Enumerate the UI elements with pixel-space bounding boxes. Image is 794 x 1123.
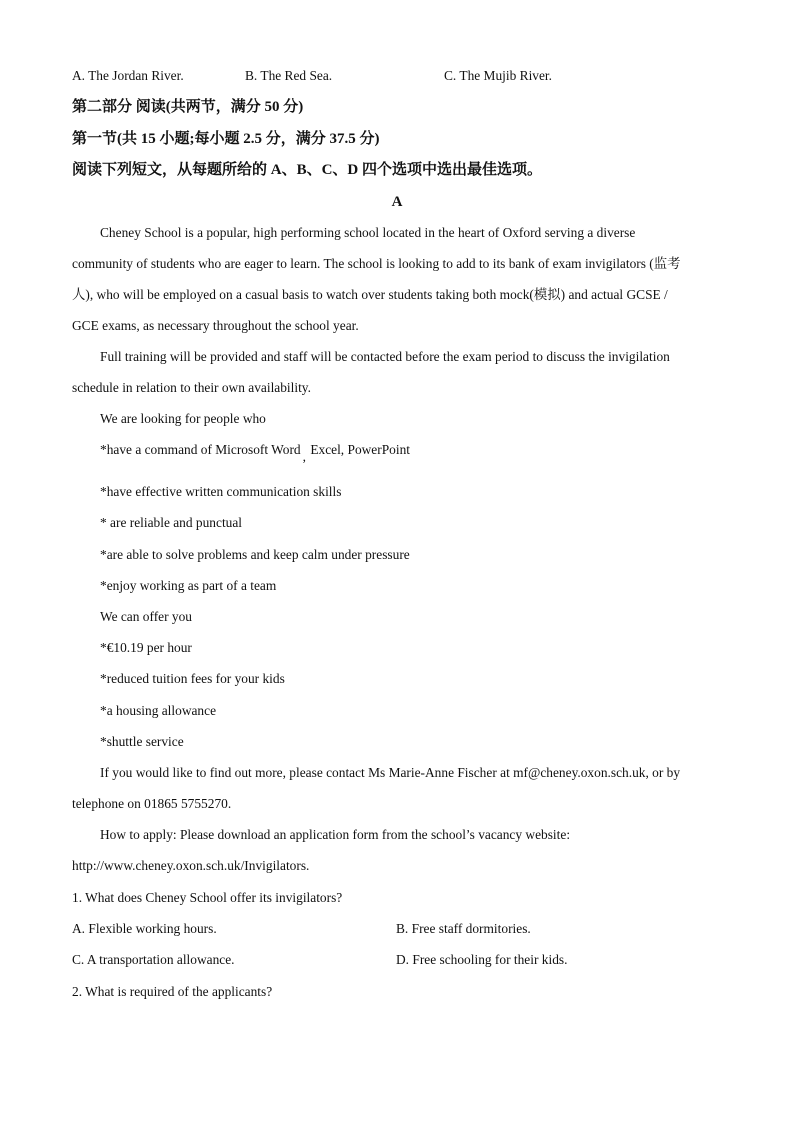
- instruction-heading: 阅读下列短文，从每题所给的 A、B、C、D 四个选项中选出最佳选项。: [72, 162, 543, 178]
- paragraph-line: telephone on 01865 5755270.: [72, 796, 232, 811]
- offer-item: *€10.19 per hour: [100, 640, 192, 655]
- question-1-stem: 1. What does Cheney School offer its invigilators?: [72, 890, 343, 905]
- prev-option-c: C. The Mujib River.: [444, 68, 552, 83]
- offer-item: *a housing allowance: [100, 703, 217, 718]
- part-heading: 第二部分 阅读(共两节，满分 50 分): [72, 99, 304, 115]
- offer-item: *reduced tuition fees for your kids: [100, 671, 285, 686]
- paragraph-line: Cheney School is a popular, high performing school located in the heart of Oxford serving a diverse: [100, 225, 636, 240]
- paragraph-line: Full training will be provided and staff will be contacted before the exam period to discuss the invigilation: [100, 349, 670, 364]
- requirement-item: *have a command of Microsoft Word , Excel, PowerPoint: [100, 442, 410, 464]
- paragraph-line: community of students who are eager to learn. The school is looking to add to its bank of exam invigilators (监考: [72, 256, 681, 271]
- paragraph-line: How to apply: Please download an application form from the school’s vacancy website:: [100, 827, 571, 842]
- requirement-item: *have effective written communication skills: [100, 484, 342, 499]
- requirement-item: *are able to solve problems and keep calm under pressure: [100, 547, 410, 562]
- section-heading: 第一节(共 15 小题;每小题 2.5 分，满分 37.5 分): [72, 131, 380, 147]
- requirements-intro: We are looking for people who: [100, 411, 266, 426]
- question-1-option-c: C. A transportation allowance.: [72, 952, 235, 967]
- paragraph-line: 人), who will be employed on a casual basis to watch over students taking both mock(模拟) and actual GCSE /: [72, 287, 668, 302]
- requirement-item: * are reliable and punctual: [100, 515, 243, 530]
- question-2-stem: 2. What is required of the applicants?: [72, 984, 273, 999]
- requirement-item: *enjoy working as part of a team: [100, 578, 277, 593]
- question-1-option-d: D. Free schooling for their kids.: [396, 952, 568, 967]
- offers-intro: We can offer you: [100, 609, 192, 624]
- paragraph-line: http://www.cheney.oxon.sch.uk/Invigilators.: [72, 858, 310, 873]
- paragraph-line: GCE exams, as necessary throughout the school year.: [72, 318, 359, 333]
- prev-option-b: B. The Red Sea.: [245, 68, 333, 83]
- question-1-option-b: B. Free staff dormitories.: [396, 921, 531, 936]
- passage-letter: A: [391, 194, 403, 210]
- paragraph-line: If you would like to find out more, please contact Ms Marie-Anne Fischer at mf@cheney.oxon.sch.uk, or by: [100, 765, 681, 780]
- paragraph-line: schedule in relation to their own availability.: [72, 380, 311, 395]
- question-1-option-a: A. Flexible working hours.: [72, 921, 217, 936]
- prev-option-a: A. The Jordan River.: [72, 68, 184, 83]
- offer-item: *shuttle service: [100, 734, 184, 749]
